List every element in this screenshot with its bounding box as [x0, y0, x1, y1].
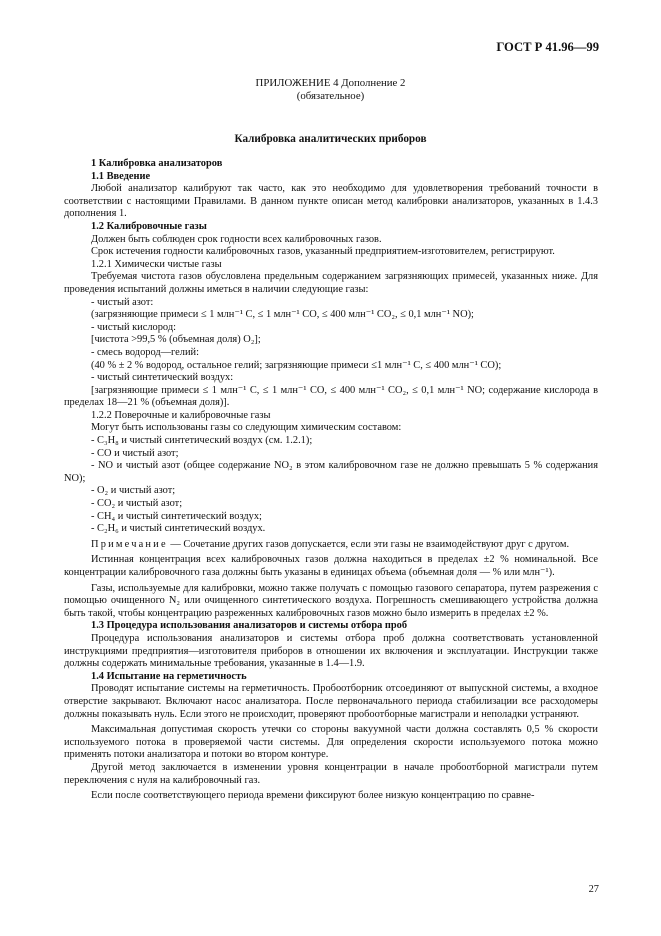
note-paragraph	[64, 539, 598, 552]
paragraph: - О₂ и чистый азот;	[91, 485, 176, 497]
paragraph: (загрязняющие примеси ≤ 1 млн⁻¹ С, ≤ 1 млн⁻¹ СО, ≤ 400 млн⁻¹ СО₂, ≤ 0,1 млн⁻¹ NO);	[91, 309, 474, 321]
paragraph: - чистый кислород:	[91, 321, 177, 333]
paragraph: Любой анализатор калибруют так часто, как это необходимо для удовлетворения требований точности в соответствии с настоящими Правилами. В данном пункте описан метод калибровки анализаторов, указанных в 1.4.3 дополнения 1.	[64, 183, 598, 220]
appendix-status: (обязательное)	[296, 89, 365, 102]
paragraph: [чистота >99,5 % (объемная доля) О₂];	[91, 334, 261, 346]
section-heading: 1.3 Процедура использования анализаторов и системы отбора проб	[91, 620, 408, 632]
text-block	[64, 158, 598, 536]
paragraph: Если после соответствующего периода времени фиксируют более низкую концентрацию по сравне-	[91, 790, 535, 802]
paragraph: Процедура использования анализаторов и системы отбора проб должна соответствовать установленной инструкциями предприятия—изготовителя приборов в отношении их включения и эксплуатации. Инструкции также должны содержать минимальные требования, указанные в 1.4—1.9.	[64, 632, 598, 670]
paragraph: - С₃Н₈ и чистый синтетический воздух (см. 1.2.1);	[91, 435, 313, 447]
paragraph: - чистый синтетический воздух:	[91, 372, 234, 384]
appendix-heading	[0, 77, 661, 102]
paragraph: Требуемая чистота газов обусловлена предельным содержанием загрязняющих примесей, указанных ниже. Для проведения испытаний должны иметься в наличии следующие газы:	[64, 271, 598, 295]
paragraph: (40 % ± 2 % водород, остальное гелий; загрязняющие примеси ≤1 млн⁻¹ С, ≤ 400 млн⁻¹ СО);	[91, 359, 502, 371]
paragraph: [загрязняющие примеси ≤ 1 млн⁻¹ С, ≤ 1 млн⁻¹ СО, ≤ 400 млн⁻¹ СО₂, ≤ 0,1 млн⁻¹ NO; содержание кислорода в пределах 18—21 % (объемная доля)].	[64, 384, 598, 409]
document-title: Калибровка аналитических приборов	[234, 133, 427, 145]
paragraph: Проводят испытание системы на герметичность. Пробоотборник отсоединяют от выпускной системы, а входное отверстие закрывают. Включают насос анализатора. После первоначального периода стабилизации все расходомеры должны показывать нуль. Если этого не происходит, проверяют пробоотборные магистрали и неполадки устраняют.	[64, 683, 598, 720]
document-body	[64, 158, 598, 803]
section-heading: 1.2 Калибровочные газы	[91, 220, 207, 232]
paragraph: - С₂Н₆ и чистый синтетический воздух.	[91, 523, 266, 535]
paragraph: 1.2.1 Химически чистые газы	[91, 258, 222, 270]
paragraph: - СН₄ и чистый синтетический воздух;	[91, 510, 262, 522]
paragraph: - смесь водород—гелий:	[91, 346, 199, 358]
paragraph: - СО и чистый азот;	[91, 447, 179, 459]
note-text: — Сочетание других газов допускается, если эти газы не взаимодействуют друг с другом.	[167, 538, 570, 550]
paragraph: - СО₂ и чистый азот;	[91, 498, 183, 510]
paragraph: Могут быть использованы газы со следующим химическим составом:	[91, 422, 402, 434]
section-heading: 1.4 Испытание на герметичность	[91, 670, 247, 682]
paragraph: Истинная концентрация всех калибровочных газов должна находиться в пределах ±2 % номинальной. Все концентрации калибровочного газа должны быть указаны в единицах объема (объемная доля — % или млн⁻¹).	[64, 554, 598, 578]
paragraph: - NO и чистый азот (общее содержание NO₂ в этом калибровочном газе не должно превышать 5 % содержания NO);	[64, 460, 598, 484]
paragraph: Срок истечения годности калибровочных газов, указанный предприятием-изготовителем, регистрируют.	[91, 246, 555, 258]
text-block	[64, 554, 598, 802]
section-heading: 1.1 Введение	[91, 170, 151, 182]
paragraph: Другой метод заключается в изменении уровня концентрации в начале пробоотборной магистрали путем переключения с нуля на калибровочный газ.	[64, 761, 598, 786]
note-label: Примечание	[91, 538, 168, 550]
appendix-title: ПРИЛОЖЕНИЕ 4 Дополнение 2	[255, 77, 406, 89]
paragraph: Максимальная допустимая скорость утечки со стороны вакуумной части должна составлять 0,5 % скорости используемого потока в проверяемой части системы. Для определения скорости используемого потока можно применять потоки анализатора и потоки во втором контуре.	[64, 724, 598, 761]
paragraph: - чистый азот:	[91, 296, 154, 308]
paragraph: Должен быть соблюден срок годности всех калибровочных газов.	[91, 233, 382, 245]
section-heading: 1 Калибровка анализаторов	[91, 158, 223, 169]
standard-designation: ГОСТ Р 41.96—99	[496, 40, 599, 54]
paragraph: Газы, используемые для калибровки, можно также получать с помощью газового сепаратора, путем разрежения с помощью очищенного N₂ или очищенного синтетического воздуха. Погрешность смешивающего устройства должна быть такой, чтобы концентрацию разреженных калибровочных газов можно было измерить в пределах ±2 %.	[64, 582, 598, 619]
paragraph: 1.2.2 Поверочные и калибровочные газы	[91, 409, 271, 421]
page-number: 27	[588, 884, 599, 895]
